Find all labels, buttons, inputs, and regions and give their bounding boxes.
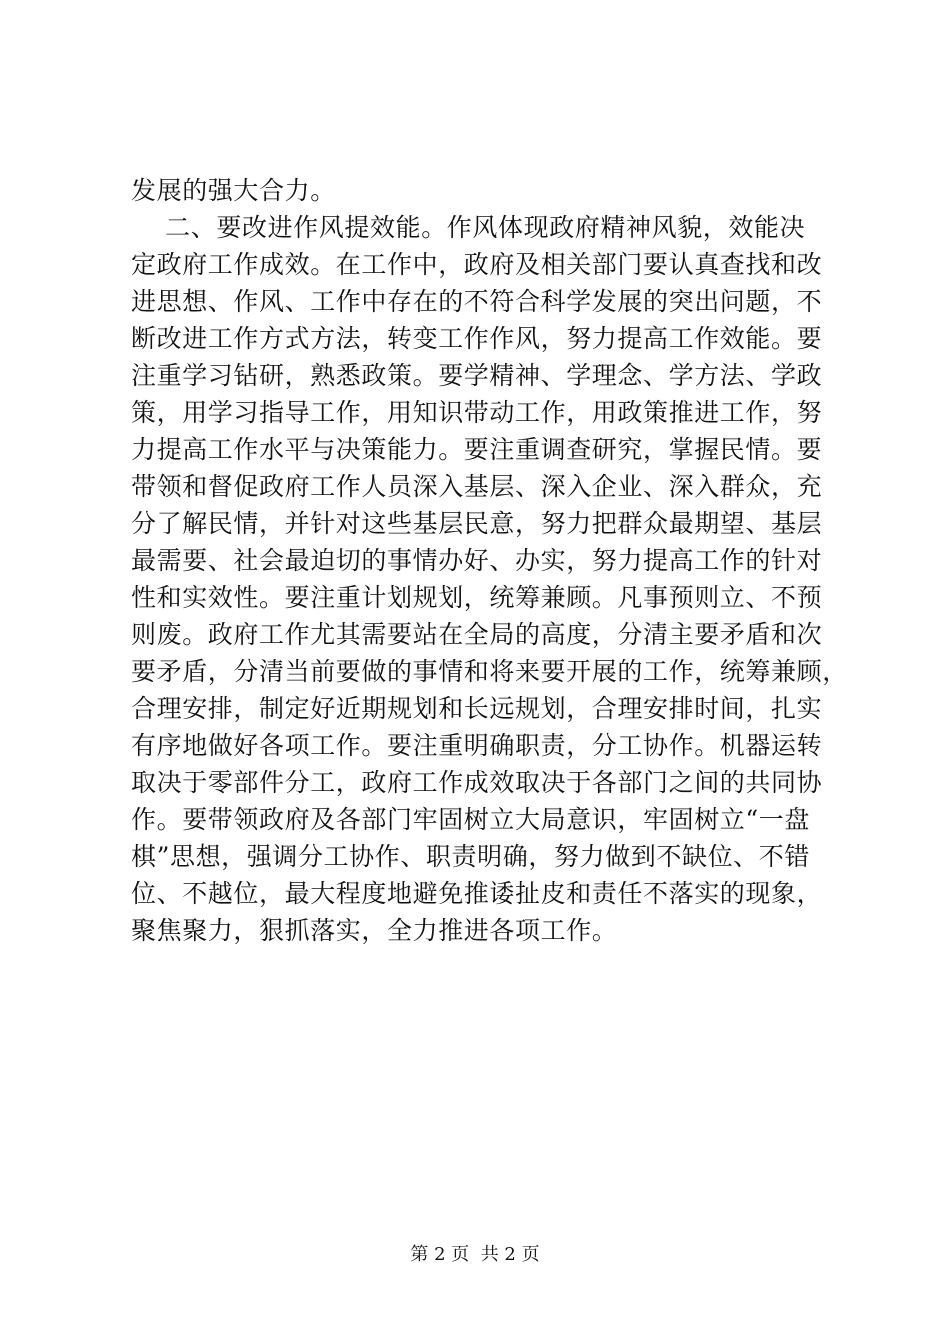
text-line: 力提高工作水平与决策能力。要注重调查研究，掌握民情。要 bbox=[131, 435, 823, 464]
text-line: 进思想、作风、工作中存在的不符合科学发展的突出问题，不 bbox=[131, 287, 823, 316]
page-number-footer: 第 2 页 共 2 页 bbox=[410, 1244, 540, 1265]
text-line: 最需要、社会最迫切的事情办好、办实，努力提高工作的针对 bbox=[131, 546, 823, 575]
text-line: 发展的强大合力。 bbox=[131, 176, 336, 205]
text-line: 注重学习钻研，熟悉政策。要学精神、学理念、学方法、学政 bbox=[131, 361, 823, 390]
text-line: 定政府工作成效。在工作中，政府及相关部门要认真查找和改 bbox=[131, 250, 823, 279]
text-line: 断改进工作方式方法，转变工作作风，努力提高工作效能。要 bbox=[131, 324, 823, 353]
text-line: 带领和督促政府工作人员深入基层、深入企业、深入群众，充 bbox=[131, 472, 823, 501]
text-line: 位、不越位，最大程度地避免推诿扯皮和责任不落实的现象， bbox=[131, 879, 823, 908]
text-line: 取决于零部件分工，政府工作成效取决于各部门之间的共同协 bbox=[131, 768, 823, 797]
text-line: 分了解民情，并针对这些基层民意，努力把群众最期望、基层 bbox=[131, 509, 823, 538]
text-line: 棋”思想，强调分工协作、职责明确，努力做到不缺位、不错 bbox=[131, 842, 810, 871]
body-text bbox=[131, 172, 848, 949]
text-line: 性和实效性。要注重计划规划，统筹兼顾。凡事预则立、不预 bbox=[131, 583, 823, 612]
text-line: 策，用学习指导工作，用知识带动工作，用政策推进工作，努 bbox=[131, 398, 823, 427]
text-line: 作。要带领政府及各部门牢固树立大局意识，牢固树立“一盘 bbox=[131, 805, 810, 834]
text-line: 二、要改进作风提效能。作风体现政府精神风貌，效能决 bbox=[131, 213, 806, 242]
text-line: 合理安排，制定好近期规划和长远规划，合理安排时间，扎实 bbox=[131, 694, 823, 723]
text-line: 有序地做好各项工作。要注重明确职责，分工协作。机器运转 bbox=[131, 731, 823, 760]
text-line: 则废。政府工作尤其需要站在全局的高度，分清主要矛盾和次 bbox=[131, 620, 823, 649]
text-line: 聚焦聚力，狠抓落实，全力推进各项工作。 bbox=[131, 916, 618, 945]
text-line: 要矛盾，分清当前要做的事情和将来要开展的工作，统筹兼顾， bbox=[131, 657, 848, 686]
